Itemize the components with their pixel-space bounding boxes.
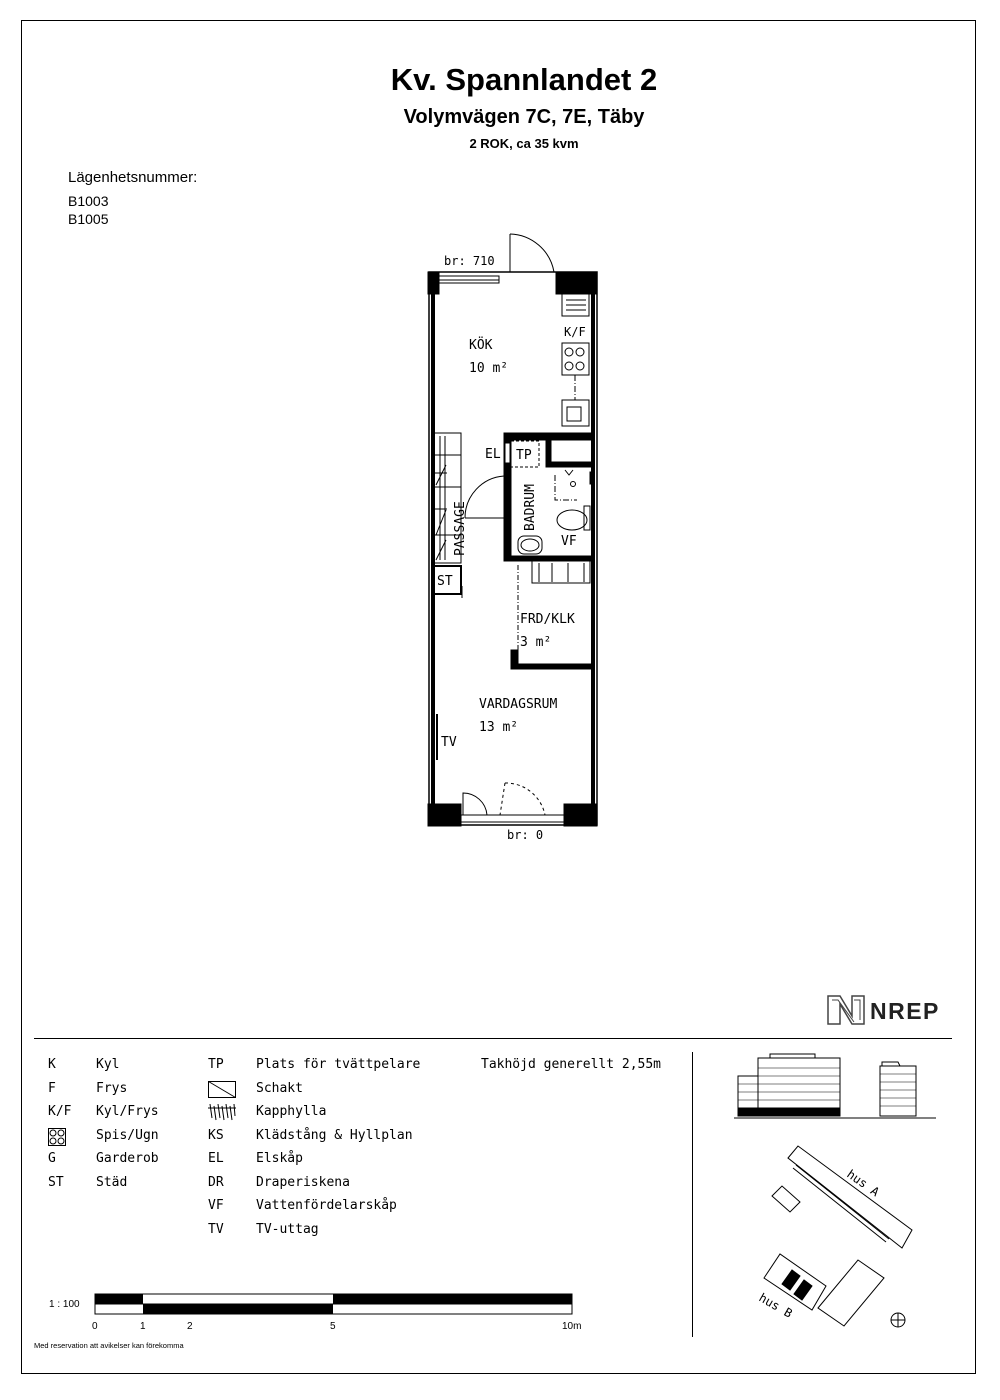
legend-text: Frys	[96, 1080, 128, 1096]
scale-tick: 5	[330, 1321, 336, 1332]
disclaimer: Med reservation att avikelser kan förekomma	[34, 1341, 184, 1350]
legend-code: KS	[208, 1127, 224, 1143]
house-b-label: hus B	[756, 1290, 795, 1321]
apartment-summary: 2 ROK, ca 35 kvm	[469, 136, 579, 151]
passage-label: PASSAGE	[453, 501, 468, 556]
legend-column-1	[48, 1057, 159, 1198]
legend-code: ST	[48, 1174, 64, 1190]
window-width-bottom: br: 0	[507, 828, 544, 842]
divider	[34, 1038, 952, 1039]
frd-area: 3 m²	[520, 635, 552, 650]
st-label: ST	[437, 574, 453, 589]
legend-text: Elskåp	[256, 1151, 303, 1166]
scale-tick: 10m	[562, 1321, 582, 1332]
legend-text: Spis/Ugn	[96, 1127, 159, 1143]
divider	[692, 1052, 693, 1337]
legend-text: Städ	[96, 1174, 128, 1190]
page-title: Kv. Spannlandet 2	[390, 62, 658, 97]
legend-text: Plats för tvättpelare	[256, 1057, 421, 1072]
legend-code: K	[48, 1057, 56, 1072]
frd-name: FRD/KLK	[520, 612, 575, 627]
living-area: 13 m²	[479, 720, 519, 735]
legend-column-2	[208, 1057, 420, 1245]
legend-code: K/F	[48, 1104, 72, 1119]
shaft-icon	[208, 1081, 256, 1105]
kitchen-area: 10 m²	[469, 361, 509, 376]
tv-label: TV	[441, 735, 457, 750]
vf-label: VF	[561, 534, 577, 549]
legend-text: Draperiskena	[256, 1174, 350, 1190]
legend-code: DR	[208, 1174, 224, 1190]
nrep-logo-icon	[826, 992, 866, 1028]
living-name: VARDAGSRUM	[479, 697, 558, 712]
window-width-top: br: 710	[444, 254, 495, 268]
coat-rack-icon	[208, 1104, 256, 1128]
tp-label: TP	[516, 448, 532, 463]
legend-text: Kapphylla	[256, 1104, 327, 1119]
legend-code: TV	[208, 1221, 224, 1237]
legend-text: Kyl/Frys	[96, 1104, 159, 1119]
scale-tick: 1	[140, 1321, 146, 1332]
legend-code: TP	[208, 1057, 224, 1072]
legend-text: Schakt	[256, 1080, 303, 1096]
legend-text: Kyl	[96, 1057, 120, 1072]
site-map	[720, 1048, 960, 1343]
house-a-label: hus A	[844, 1166, 882, 1200]
apartment-number: B1005	[68, 211, 109, 227]
stove-icon	[48, 1128, 96, 1152]
scale-bar	[34, 1285, 594, 1335]
legend-code: G	[48, 1151, 56, 1166]
scale-tick: 2	[187, 1321, 193, 1332]
bathroom-label: BADRUM	[523, 484, 538, 531]
scale-ratio: 1 : 100	[49, 1299, 80, 1310]
kitchen-name: KÖK	[469, 338, 493, 353]
legend-text: Klädstång & Hyllplan	[256, 1127, 413, 1143]
apartment-number-label: Lägenhetsnummer:	[68, 169, 198, 186]
brand-name: NREP	[870, 998, 940, 1024]
kf-label: K/F	[564, 325, 586, 339]
legend-text: TV-uttag	[256, 1221, 319, 1237]
legend-text: Garderob	[96, 1151, 159, 1166]
address: Volymvägen 7C, 7E, Täby	[403, 106, 645, 128]
legend-code: F	[48, 1080, 56, 1096]
apartment-number: B1003	[68, 193, 109, 209]
legend-text: Vattenfördelarskåp	[256, 1198, 397, 1213]
el-label: EL	[485, 447, 501, 462]
legend-code: VF	[208, 1198, 224, 1213]
ceiling-height: Takhöjd generellt 2,55m	[481, 1057, 662, 1072]
legend-code: EL	[208, 1151, 224, 1166]
scale-tick: 0	[92, 1321, 98, 1332]
